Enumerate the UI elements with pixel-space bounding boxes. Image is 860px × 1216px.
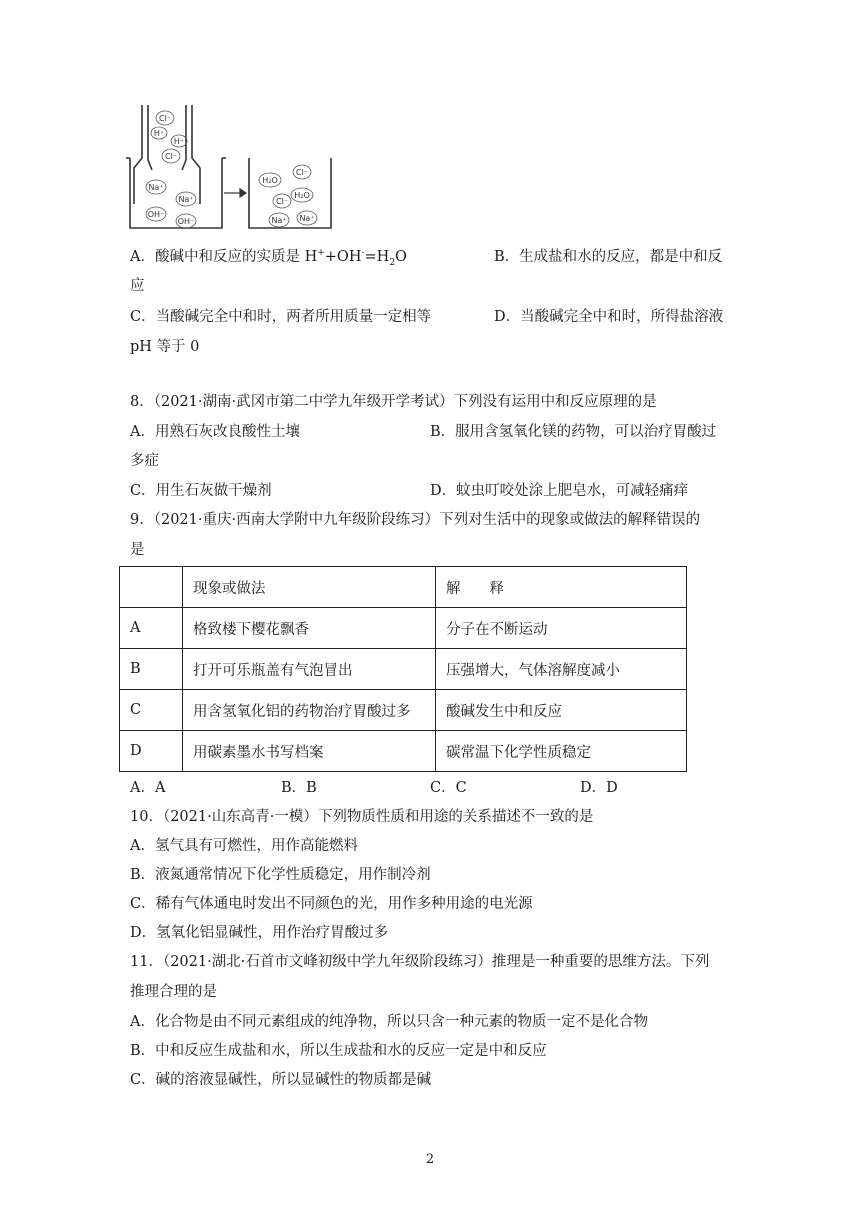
table-cell: B: [120, 649, 183, 690]
q8-stem: 8．（2021·湖南·武冈市第二中学九年级开学考试）下列没有运用中和反应原理的是: [130, 394, 657, 410]
table-row: [120, 690, 687, 731]
q9-stem: 9．（2021·重庆·西南大学附中九年级阶段练习）下列对生活中的现象或做法的解释错误的: [130, 512, 701, 528]
table-cell: 压强增大，气体溶解度减小: [436, 649, 687, 690]
neutralization-diagram: [124, 100, 339, 235]
q9-option-d: D．D: [580, 780, 618, 796]
q7-option-b-cont: 应: [130, 278, 145, 294]
ion-label: Cl⁻: [275, 197, 289, 206]
table-row: [120, 649, 687, 690]
q8-option-d: D．蚊虫叮咬处涂上肥皂水，可减轻痛痒: [430, 483, 689, 499]
page-number: 2: [425, 1152, 435, 1167]
table-row: [120, 731, 687, 772]
q10-option-c: C．稀有气体通电时发出不同颜色的光，用作多种用途的电光源: [130, 896, 533, 912]
q7-option-d: D．当酸碱完全中和时，所得盐溶液: [494, 309, 724, 325]
table-cell: 碳常温下化学性质稳定: [436, 731, 687, 772]
q10-stem: 10．（2021·山东高青·一模）下列物质性质和用途的关系描述不一致的是: [130, 809, 594, 825]
q11-option-c: C．碱的溶液显碱性，所以显碱性的物质都是碱: [130, 1072, 432, 1088]
ion-label: H⁺: [153, 129, 165, 138]
table-cell: 用碳素墨水书写档案: [183, 731, 436, 772]
q9-stem-cont: 是: [130, 542, 145, 558]
q11-stem-cont: 推理合理的是: [130, 984, 217, 1000]
table-row: [120, 608, 687, 649]
ion-label: Cl⁻: [164, 152, 178, 161]
q10-option-d: D．氢氧化铝显碱性，用作治疗胃酸过多: [130, 925, 389, 941]
q7-option-b: B．生成盐和水的反应，都是中和反: [494, 249, 723, 265]
table-header-cell: [120, 567, 183, 608]
table-header-cell: 现象或做法: [183, 567, 436, 608]
q8-option-c: C．用生石灰做干燥剂: [130, 483, 272, 499]
ion-label: H₂O: [294, 191, 310, 200]
q9-table: [119, 566, 687, 772]
table-cell: 酸碱发生中和反应: [436, 690, 687, 731]
q11-option-b: B．中和反应生成盐和水，所以生成盐和水的反应一定是中和反应: [130, 1043, 547, 1059]
table-cell: 打开可乐瓶盖有气泡冒出: [183, 649, 436, 690]
q7-option-a: A．酸碱中和反应的实质是 $H^++OH^-=H_2O$: [130, 248, 407, 268]
table-header-cell: 解 释: [436, 567, 687, 608]
q10-option-b: B．液氮通常情况下化学性质稳定，用作制冷剂: [130, 867, 431, 883]
q11-option-a: A．化合物是由不同元素组成的纯净物，所以只含一种元素的物质一定不是化合物: [130, 1014, 648, 1030]
ion-label: OH⁻: [177, 217, 195, 226]
table-cell: A: [120, 608, 183, 649]
ion-label: Na⁺: [271, 216, 287, 225]
table-header-row: [120, 567, 687, 608]
q9-option-b: B．B: [281, 780, 317, 796]
ion-label: Na⁺: [148, 183, 164, 192]
q9-option-a: A．A: [130, 780, 166, 796]
q8-option-b-cont: 多症: [130, 453, 159, 469]
q8-option-a: A．用熟石灰改良酸性土壤: [130, 424, 300, 440]
q11-stem: 11．（2021·湖北·石首市文峰初级中学九年级阶段练习）推理是一种重要的思维方法。下列: [130, 954, 710, 970]
q9-option-c: C．C: [430, 780, 467, 796]
table-cell: D: [120, 731, 183, 772]
q10-option-a: A．氢气具有可燃性，用作高能燃料: [130, 838, 358, 854]
ion-label: H⁺: [173, 137, 185, 146]
ion-label: Na⁺: [299, 214, 315, 223]
table-cell: 用含氢氧化铝的药物治疗胃酸过多: [183, 690, 436, 731]
q7-option-d-cont: pH 等于 0: [130, 339, 200, 355]
ion-label: Cl⁻: [295, 168, 309, 177]
table-cell: 分子在不断运动: [436, 608, 687, 649]
ion-label: H₂O: [262, 176, 278, 185]
table-cell: C: [120, 690, 183, 731]
q7-option-c: C．当酸碱完全中和时，两者所用质量一定相等: [130, 309, 432, 325]
table-cell: 格致楼下樱花飘香: [183, 608, 436, 649]
ion-label: Cl⁻: [158, 114, 172, 123]
ion-label: Na⁺: [178, 195, 194, 204]
ion-label: OH⁻: [147, 210, 165, 219]
q8-option-b: B．服用含氢氧化镁的药物，可以治疗胃酸过: [430, 424, 717, 440]
